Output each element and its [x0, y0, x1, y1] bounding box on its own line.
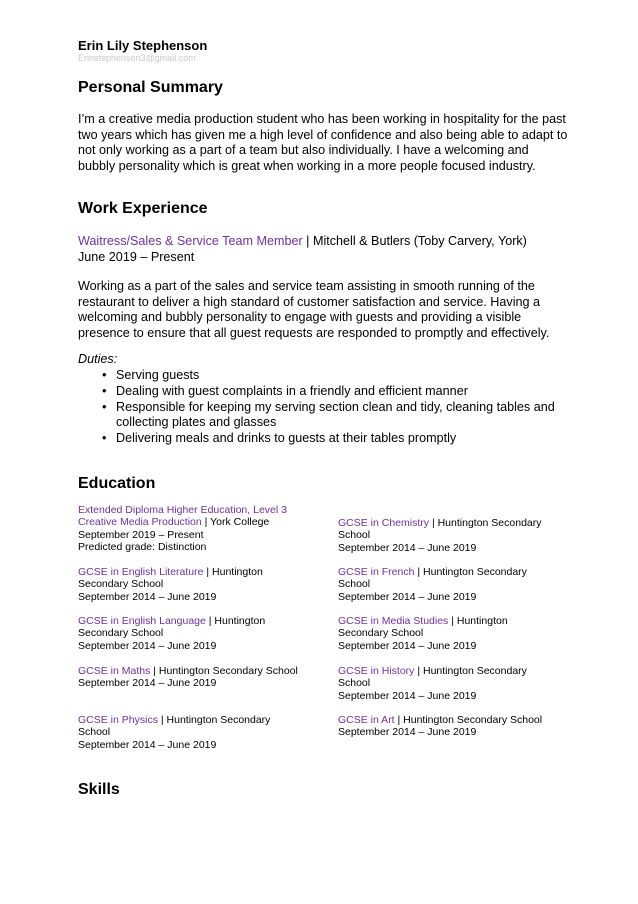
bullet-icon: • — [102, 368, 107, 382]
education-entry: GCSE in Media Studies | Huntington Secondary School September 2014 – June 2019 — [338, 615, 508, 652]
education-heading: Education — [78, 475, 156, 492]
list-item: • Responsible for keeping my serving section clean and tidy, cleaning tables and collecting plates and glasses — [102, 400, 555, 429]
job-title: Waitress/Sales & Service Team Member — [78, 234, 303, 248]
duties-label: Duties: — [78, 352, 118, 366]
education-entry: GCSE in Maths | Huntington Secondary School September 2014 – June 2019 — [78, 665, 298, 690]
education-entry: GCSE in Chemistry | Huntington Secondary School September 2014 – June 2019 — [338, 517, 542, 554]
job-title-line — [78, 234, 568, 250]
list-item: • Serving guests — [102, 368, 200, 382]
cv-email: Erinstephenson3@gmail.com — [78, 53, 196, 63]
list-item: • Dealing with guest complaints in a friendly and efficient manner — [102, 384, 468, 398]
bullet-icon: • — [102, 431, 107, 445]
bullet-icon: • — [102, 400, 107, 414]
work-heading: Work Experience — [78, 200, 208, 217]
education-entry: GCSE in Physics | Huntington Secondary School September 2014 – June 2019 — [78, 714, 271, 751]
skills-heading: Skills — [78, 781, 120, 798]
job-dates: June 2019 – Present — [78, 250, 195, 264]
education-entry: GCSE in English Language | Huntington Secondary School September 2014 – June 2019 — [78, 615, 266, 652]
list-item: • Delivering meals and drinks to guests at their tables promptly — [102, 431, 457, 445]
education-entry: GCSE in English Literature | Huntington Secondary School September 2014 – June 2019 — [78, 566, 263, 603]
bullet-icon: • — [102, 384, 107, 398]
education-entry: GCSE in History | Huntington Secondary School September 2014 – June 2019 — [338, 665, 527, 702]
cv-name: Erin Lily Stephenson — [78, 38, 208, 53]
education-entry: GCSE in French | Huntington Secondary School September 2014 – June 2019 — [338, 566, 527, 603]
summary-heading: Personal Summary — [78, 79, 223, 96]
job-separator: | — [302, 234, 313, 248]
education-entry: GCSE in Art | Huntington Secondary School September 2014 – June 2019 — [338, 714, 543, 739]
summary-text: I’m a creative media production student who has been working in hospitality for the past two years which has given me a high level of confidence and also being able to adapt to not only working as a part of a team but also individually. I have a welcoming and bubbly personality which is great when working in a more people focused industry. — [78, 112, 568, 173]
duties-list — [78, 368, 558, 447]
education-entry: Extended Diploma Higher Education, Level 3 Creative Media Production | York College September 2019 – Present Predicted grade: Distinction — [78, 504, 287, 554]
job-employer: Mitchell & Butlers (Toby Carvery, York) — [312, 234, 527, 248]
job-description: Working as a part of the sales and service team assisting in smooth running of the restaurant to deliver a high standard of customer satisfaction and service. Having a welcoming and bubbly personality to engage with guests and providing a visible presence to ensure that all guest requests are responded to promptly and effectively. — [78, 279, 550, 340]
